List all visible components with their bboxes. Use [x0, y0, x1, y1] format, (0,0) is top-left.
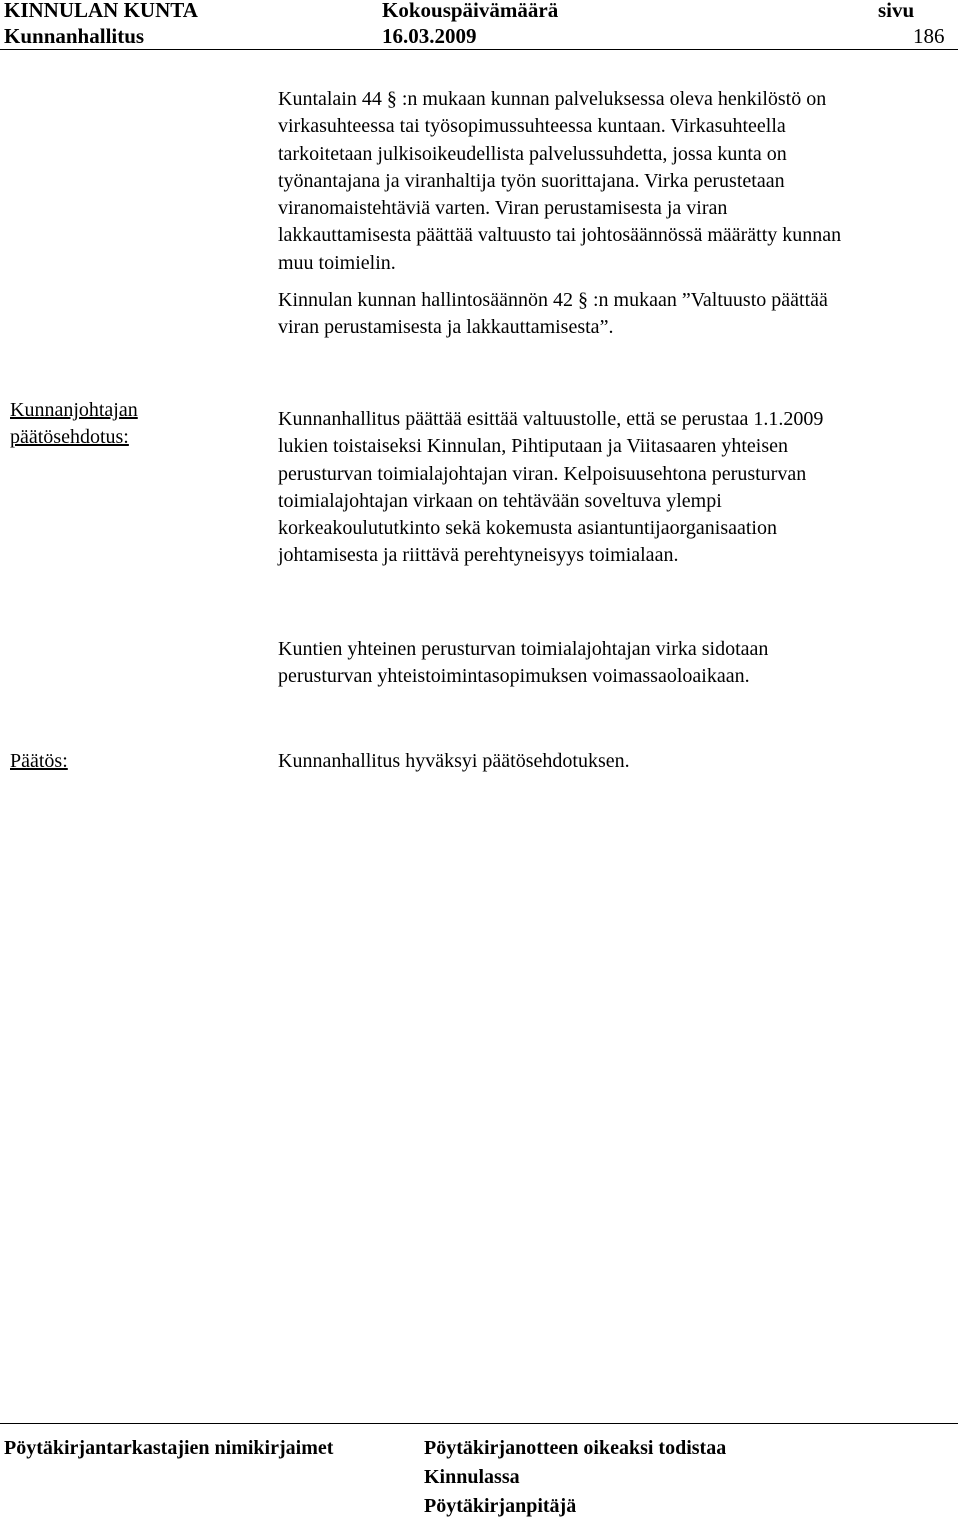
- proposal-line: korkeakoulututkinto sekä kokemusta asiantuntijaorganisaation: [278, 517, 777, 540]
- proposal-line: toimialajohtajan virkaan on tehtävään soveltuva ylempi: [278, 489, 722, 512]
- proposal-label: [10, 397, 138, 451]
- paragraph-line: työnantajana ja viranhaltija työn suorittajana. Virka perustetaan: [278, 169, 785, 192]
- proposal-label-line: päätösehdotus:: [10, 426, 129, 448]
- paragraph-line: virkasuhteessa tai työsopimussuhteessa kuntaan. Virkasuhteella: [278, 115, 786, 138]
- proposal-line: Kunnanhallitus päättää esittää valtuustolle, että se perustaa 1.1.2009: [278, 408, 824, 430]
- footer-initials-label: Pöytäkirjantarkastajien nimikirjaimet: [4, 1437, 334, 1459]
- header-divider: [0, 49, 958, 50]
- footer-secretary: Pöytäkirjanpitäjä: [424, 1495, 577, 1517]
- organization-name: KINNULAN KUNTA: [4, 0, 198, 22]
- page-label: sivu: [878, 0, 915, 22]
- footer-certification-line: Pöytäkirjanotteen oikeaksi todistaa: [424, 1437, 727, 1459]
- proposal-line: perusturvan toimialajohtajan viran. Kelpoisuusehtona perusturvan: [278, 462, 807, 485]
- footer-divider: [0, 1423, 958, 1424]
- governing-body: Kunnanhallitus: [4, 24, 145, 48]
- proposal-line: johtamisesta ja riittävä perehtyneisyys toimialaan.: [278, 544, 679, 567]
- proposal-label-line: Kunnanjohtajan: [10, 399, 138, 421]
- meeting-date-label: Kokouspäivämäärä: [382, 0, 559, 22]
- proposal-line: lukien toistaiseksi Kinnulan, Pihtiputaan ja Viitasaaren yhteisen: [278, 435, 788, 458]
- binding-paragraph: [278, 636, 953, 691]
- decision-line: Kunnanhallitus hyväksyi päätösehdotuksen.: [278, 750, 630, 772]
- paragraph-line: viranomaistehtäviä varten. Viran perustamisesta ja viran: [278, 197, 728, 220]
- footer-place: Kinnulassa: [424, 1466, 520, 1488]
- decision-text: [278, 748, 953, 775]
- paragraph-legal-basis: [278, 86, 953, 277]
- meeting-date: 16.03.2009: [382, 24, 477, 48]
- paragraph-line: viran perustamisesta ja lakkauttamisesta”.: [278, 316, 614, 339]
- binding-line: perusturvan yhteistoimintasopimuksen voimassaoloaikaan.: [278, 665, 750, 688]
- paragraph-line: Kinnulan kunnan hallintosäännön 42 § :n mukaan ”Valtuusto päättää: [278, 289, 828, 311]
- decision-label: Päätös:: [10, 750, 68, 772]
- paragraph-administrative-rule: [278, 287, 953, 342]
- paragraph-line: Kuntalain 44 § :n mukaan kunnan palveluksessa oleva henkilöstö on: [278, 88, 827, 110]
- proposal-text: [278, 406, 953, 570]
- binding-line: Kuntien yhteinen perusturvan toimialajohtajan virka sidotaan: [278, 638, 769, 660]
- page-number: 186: [913, 24, 945, 48]
- footer-certification: [424, 1434, 726, 1521]
- paragraph-line: lakkauttamisesta päättää valtuusto tai johtosäännössä määrätty kunnan: [278, 224, 842, 247]
- paragraph-line: muu toimielin.: [278, 251, 396, 274]
- paragraph-line: tarkoitetaan julkisoikeudellista palvelussuhdetta, jossa kunta on: [278, 142, 787, 165]
